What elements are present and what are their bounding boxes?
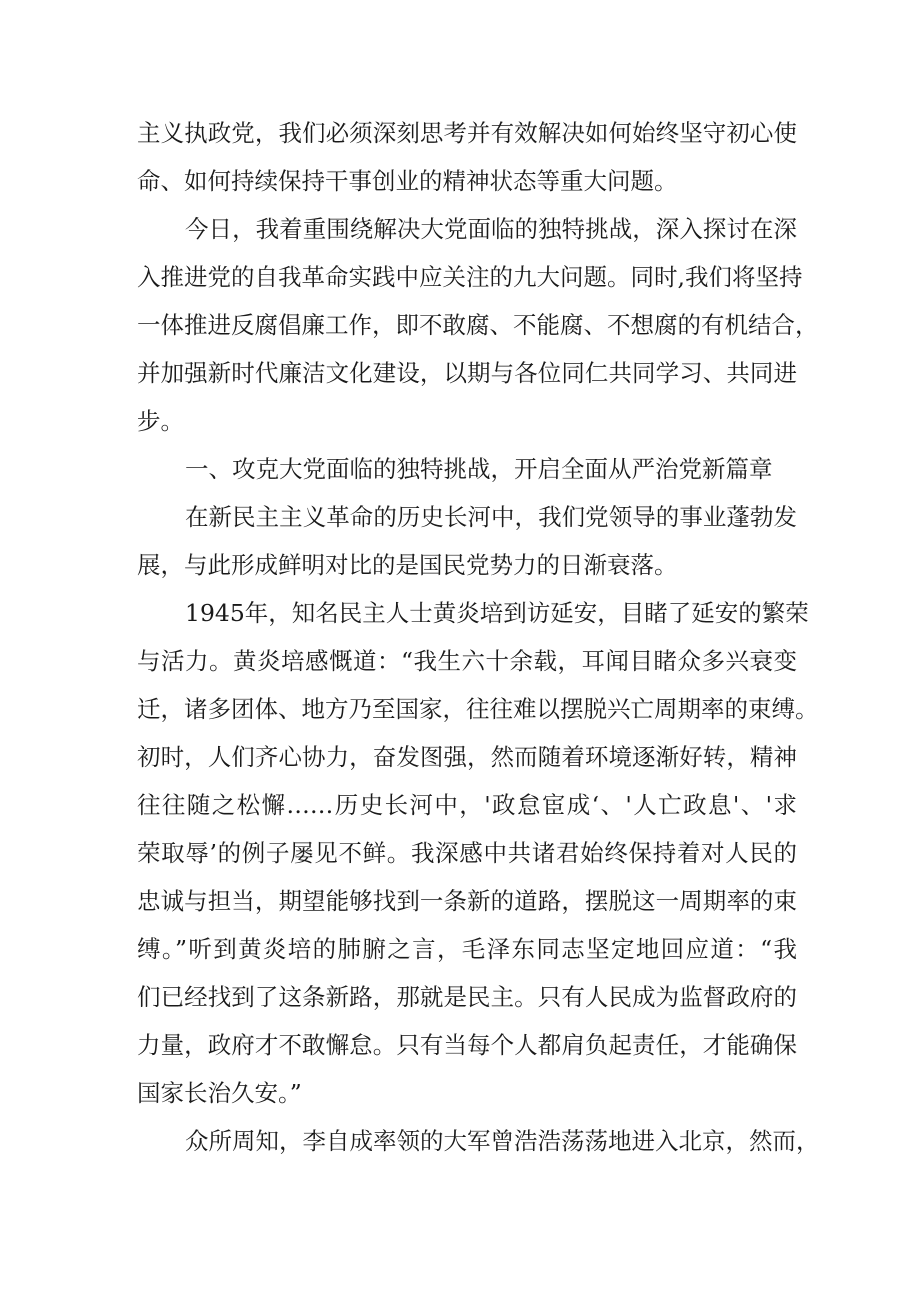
text-line: 迁，诸多团体、地方乃至国家，往往难以摆脱兴亡周期率的束缚。	[137, 695, 819, 723]
text-line: 命、如何持续保持干事创业的精神状态等重大问题。	[137, 167, 678, 195]
text-line: 力量，政府才不敢懈怠。只有当每个人都肩负起责任，才能确保	[137, 1031, 797, 1059]
paragraph-first-line: 今日，我着重围绕解决大党面临的独特挑战，深入探讨在深	[185, 215, 797, 243]
text-line: 并加强新时代廉洁文化建设，以期与各位同仁共同学习、共同进	[137, 359, 797, 387]
text-line: 主义执政党，我们必须深刻思考并有效解决如何始终坚守初心使	[137, 119, 797, 147]
text-line: 忠诚与担当，期望能够找到一条新的道路，摆脱这一周期率的束	[137, 887, 797, 915]
paragraph-first-line: 1945年，知名民主人士黄炎培到访延安，目睹了延安的繁荣	[185, 599, 809, 627]
text-line: 步。	[137, 407, 184, 435]
text-line: 们已经找到了这条新路，那就是民主。只有人民成为监督政府的	[137, 983, 797, 1011]
text-line: 入推进党的自我革命实践中应关注的九大问题。同时,我们将坚持	[137, 263, 803, 291]
text-line: 往往随之松懈……历史长河中，'政怠宦成‘、'人亡政息'、'求	[137, 791, 797, 819]
text-line: 与活力。黄炎培感慨道：“我生六十余载，耳闻目睹众多兴衰变	[137, 647, 797, 675]
section-heading: 一、攻克大党面临的独特挑战，开启全面从严治党新篇章	[185, 455, 773, 483]
text-line: 荣取辱’的例子屡见不鲜。我深感中共诸君始终保持着对人民的	[137, 839, 797, 867]
paragraph-first-line: 众所周知，李自成率领的大军曾浩浩荡荡地进入北京，然而，	[185, 1127, 820, 1155]
text-line: 一体推进反腐倡廉工作，即不敢腐、不能腐、不想腐的有机结合，	[137, 311, 819, 339]
text-line: 展，与此形成鲜明对比的是国民党势力的日渐衰落。	[137, 551, 678, 579]
text-line: 初时，人们齐心协力，奋发图强，然而随着环境逐渐好转，精神	[137, 743, 797, 771]
text-line: 缚。”听到黄炎培的肺腑之言，毛泽东同志坚定地回应道：“我	[137, 935, 797, 963]
paragraph-first-line: 在新民主主义革命的历史长河中，我们党领导的事业蓬勃发	[185, 503, 797, 531]
text-line: 国家长治久安。”	[137, 1079, 302, 1107]
